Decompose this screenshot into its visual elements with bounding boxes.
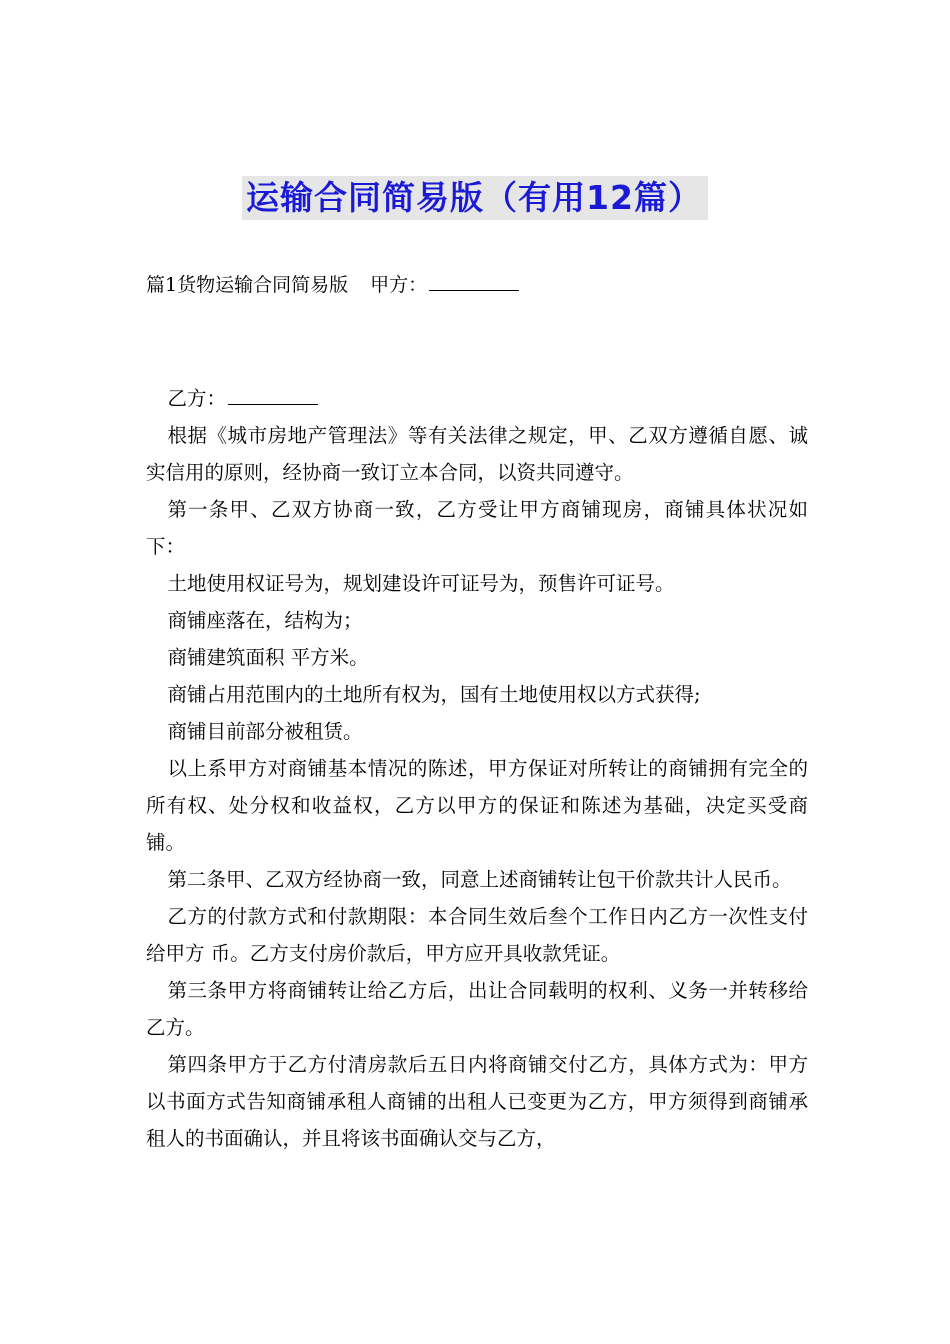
party-b-blank-line — [228, 403, 318, 405]
paragraph: 商铺建筑面积 平方米。 — [167, 646, 369, 669]
party-a-blank-line — [429, 289, 519, 291]
paragraph: 根据《城市房地产管理法》等有关法律之规定，甲、乙双方遵循自愿、诚实信用的原则，经协商一致订立本合同，以资共同遵守。 — [146, 424, 808, 484]
party-a-label: 甲方： — [370, 274, 428, 296]
party-b-line — [146, 380, 808, 417]
title-container — [0, 176, 950, 220]
paragraph: 第一条甲、乙双方协商一致，乙方受让甲方商铺现房，商铺具体状况如下： — [146, 498, 808, 558]
paragraph: 以上系甲方对商铺基本情况的陈述，甲方保证对所转让的商铺拥有完全的所有权、处分权和收益权，乙方以甲方的保证和陈述为基础，决定买受商铺。 — [146, 757, 808, 854]
paragraph: 乙方的付款方式和付款期限：本合同生效后叁个工作日内乙方一次性支付给甲方 币。乙方支付房价款后，甲方应开具收款凭证。 — [146, 905, 808, 965]
party-b-label: 乙方： — [167, 387, 226, 410]
section-heading: 篇1货物运输合同简易版 — [146, 274, 349, 296]
contract-body — [146, 380, 808, 1157]
paragraph: 土地使用权证号为，规划建设许可证号为，预售许可证号。 — [167, 572, 675, 595]
paragraph: 商铺目前部分被租赁。 — [167, 720, 363, 743]
paragraph: 第四条甲方于乙方付清房款后五日内将商铺交付乙方，具体方式为：甲方以书面方式告知商铺承租人商铺的出租人已变更为乙方，甲方须得到商铺承租人的书面确认，并且将该书面确认交与乙方， — [146, 1053, 808, 1150]
paragraph: 商铺座落在，结构为； — [167, 609, 363, 632]
paragraph: 第三条甲方将商铺转让给乙方后，出让合同载明的权利、义务一并转移给乙方。 — [146, 979, 808, 1039]
paragraph: 商铺占用范围内的土地所有权为，国有土地使用权以方式获得; — [167, 683, 701, 706]
section-heading-line — [146, 270, 519, 300]
paragraph: 第二条甲、乙双方经协商一致，同意上述商铺转让包干价款共计人民币。 — [167, 868, 792, 891]
document-title: 运输合同简易版（有用12篇） — [242, 176, 708, 220]
